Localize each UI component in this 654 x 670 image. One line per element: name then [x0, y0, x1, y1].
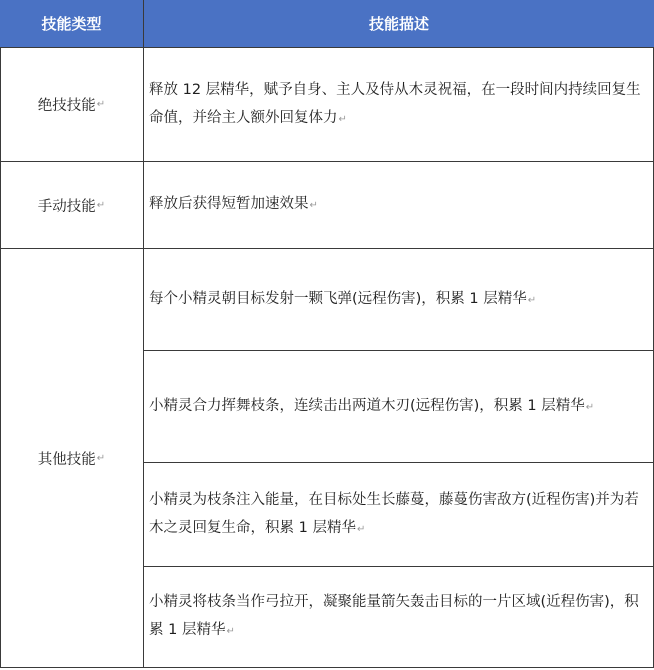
table-border	[143, 350, 654, 351]
paragraph-mark: ↵	[527, 294, 537, 306]
paragraph-mark: ↵	[338, 113, 347, 125]
header-skill-type-label: 技能类型	[41, 15, 102, 33]
skill-description-cell	[144, 48, 654, 161]
table-border	[143, 462, 654, 463]
paragraph-mark: ↵	[96, 199, 106, 211]
skill-description-cell	[144, 351, 654, 462]
skill-description-text: 小精灵为枝条注入能量，在目标处生长藤蔓，藤蔓伤害敌方(近程伤害)并为若木之灵回复生命，积累 1 层精华	[149, 491, 639, 536]
skill-type-label: 绝技技能	[37, 98, 96, 114]
skill-description-cell	[144, 249, 654, 350]
skill-description-text: 每个小精灵朝目标发射一颗飞弹(远程伤害)，积累 1 层精华	[149, 290, 527, 307]
skill-description-cell	[144, 567, 654, 667]
skill-description-cell	[144, 463, 654, 566]
table-border	[143, 0, 144, 668]
skill-type-cell	[0, 249, 143, 667]
skill-description-text: 小精灵合力挥舞枝条，连续击出两道木刃(远程伤害)，积累 1 层精华	[149, 397, 585, 414]
skill-description-cell	[144, 162, 654, 248]
header-skill-description	[144, 0, 654, 47]
skill-description-text: 释放后获得短暂加速效果	[149, 196, 309, 212]
table-border	[0, 47, 654, 48]
paragraph-mark: ↵	[309, 200, 318, 211]
skill-type-label: 手动技能	[37, 198, 96, 215]
paragraph-mark: ↵	[356, 523, 366, 535]
skill-type-cell	[0, 48, 143, 161]
table-border	[0, 248, 654, 249]
skill-type-label: 其他技能	[37, 451, 96, 468]
paragraph-mark: ↵	[226, 626, 235, 637]
table-border	[0, 161, 654, 162]
table-border	[0, 47, 1, 668]
table-border	[0, 667, 654, 668]
skill-description-text: 释放 12 层精华，赋予自身、主人及侍从木灵祝福，在一段时间内持续回复生命值，并给主人额外回复体力	[149, 81, 641, 126]
paragraph-mark: ↵	[585, 401, 595, 413]
header-skill-description-label: 技能描述	[368, 15, 429, 33]
table-border	[143, 566, 654, 567]
header-skill-type	[0, 0, 143, 47]
skill-description-text: 小精灵将枝条当作弓拉开，凝聚能量箭矢轰击目标的一片区域(近程伤害)，积累 1 层精华	[149, 594, 639, 638]
paragraph-mark: ↵	[96, 452, 106, 464]
skill-type-cell	[0, 162, 143, 248]
paragraph-mark: ↵	[96, 99, 106, 110]
